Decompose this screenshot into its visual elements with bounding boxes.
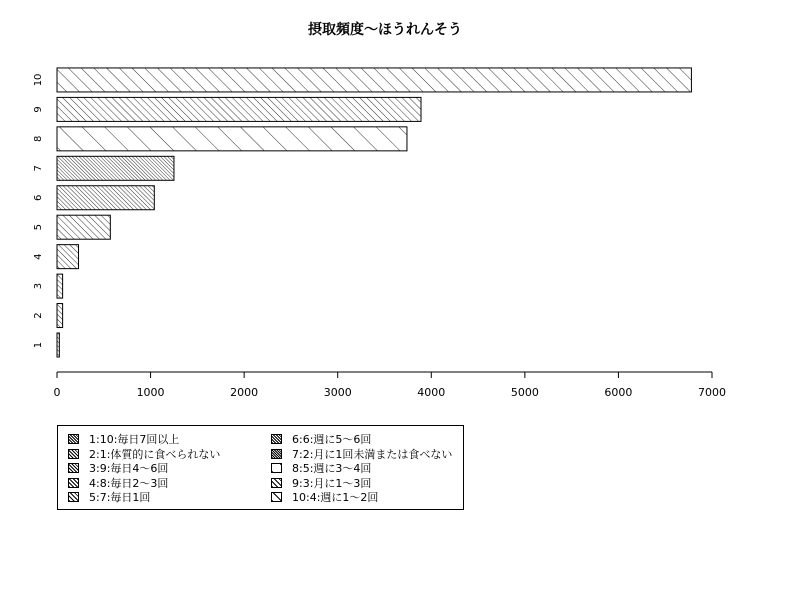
legend-item [58,447,220,462]
legend-column-1 [58,432,220,505]
y-tick-label: 1 [33,341,44,349]
legend-item [58,490,220,505]
legend-swatch [68,492,79,502]
legend-item [261,432,452,447]
legend-swatch [68,463,79,473]
bar-6 [57,186,154,210]
legend-label: 1:10:毎日7回以上 [89,433,180,447]
bar-7 [57,156,174,180]
legend-swatch [68,449,79,459]
legend-swatch [68,434,79,444]
legend-column-2 [261,432,452,505]
x-tick-label: 5000 [510,386,539,399]
y-tick-label: 3 [33,282,44,290]
legend-item [58,476,220,491]
bar-2 [57,304,63,328]
chart-title: 摂取頻度〜ほうれんそう [308,22,462,38]
x-tick-label: 3000 [323,386,352,399]
legend-label: 6:6:週に5〜6回 [292,433,372,447]
y-tick-label: 9 [33,106,44,113]
legend-label: 9:3:月に1〜3回 [292,476,372,490]
legend-label: 4:8:毎日2〜3回 [89,476,169,490]
legend-swatch [68,478,79,488]
bar-4 [57,245,79,269]
bar-1 [57,333,59,357]
y-tick-label: 5 [33,224,44,231]
bar-8 [57,127,407,151]
x-tick-label: 2000 [230,386,259,399]
legend-swatch [271,434,282,444]
legend-label: 8:5:週に3〜4回 [292,462,372,476]
x-tick-label: 4000 [417,386,446,399]
bar-5 [57,215,110,239]
legend-item [261,490,452,505]
legend-item [261,476,452,491]
legend-label: 5:7:毎日1回 [89,491,151,505]
y-tick-label: 2 [33,312,44,319]
legend-item [261,461,452,476]
legend-swatch [271,463,282,473]
legend-item [58,432,220,447]
x-tick-label: 1000 [136,386,165,399]
y-tick-label: 4 [33,253,44,260]
legend-label: 2:1:体質的に食べられない [89,447,221,461]
bar-3 [57,274,63,298]
x-tick-label: 6000 [604,386,633,399]
y-tick-label: 10 [33,73,44,87]
x-tick-label: 7000 [698,386,726,399]
legend-swatch [271,492,282,502]
y-axis [33,74,44,349]
legend-swatch [271,449,282,459]
bar-9 [57,97,421,121]
legend-label: 7:2:月に1回未満または食べない [292,447,453,461]
legend-swatch [271,478,282,488]
bar-10 [57,68,691,92]
legend-item [58,461,220,476]
y-tick-label: 8 [33,135,44,143]
y-tick-label: 6 [33,194,44,201]
legend-label: 3:9:毎日4〜6回 [89,462,169,476]
bars [57,68,691,357]
legend [57,425,464,510]
x-axis [54,372,727,399]
legend-item [261,447,452,462]
legend-label: 10:4:週に1〜2回 [292,491,379,505]
x-tick-label: 0 [53,386,61,399]
y-tick-label: 7 [33,165,44,172]
